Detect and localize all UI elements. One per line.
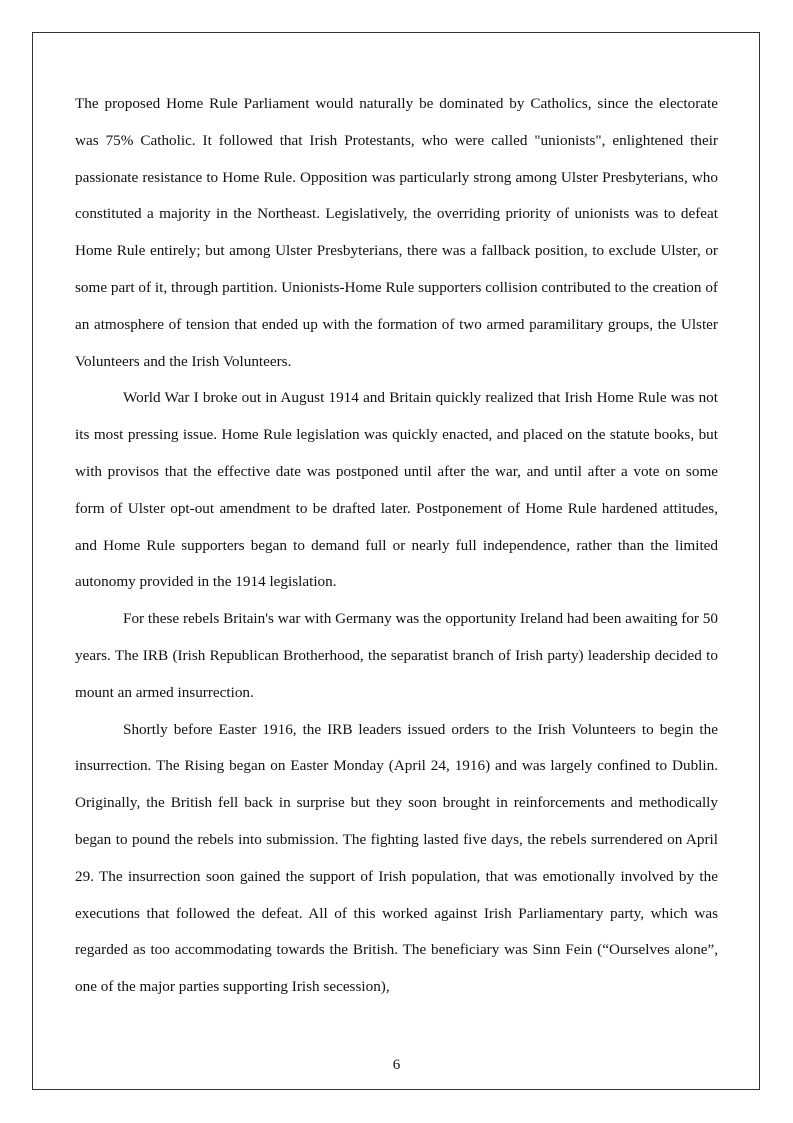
page-number: 6	[392, 1057, 401, 1073]
document-body	[75, 86, 718, 1006]
paragraph-easter-rising: Shortly before Easter 1916, the IRB leaders issued orders to the Irish Volunteers to begin the insurrection. The Rising began on Easter Monday (April 24, 1916) and was largely confined to Dublin. Originally, the British fell back in surprise but they soon brought in reinforcements and methodically began to pound the rebels into submission. The fighting lasted five days, the rebels surrendered on April 29. The insurrection soon gained the support of Irish population, that was emotionally involved by the executions that followed the defeat. All of this worked against Irish Parliamentary party, which was regarded as too accommodating towards the British. The beneficiary was Sinn Fein (“Ourselves alone”, one of the major parties supporting Irish secession),	[75, 720, 718, 996]
paragraph-rebels-opportunity: For these rebels Britain's war with Germany was the opportunity Ireland had been awaiting for 50 years. The IRB (Irish Republican Brotherhood, the separatist branch of Irish party) leadership decided to mount an armed insurrection.	[75, 610, 718, 701]
paragraph-world-war-i: World War I broke out in August 1914 and Britain quickly realized that Irish Home Rule was not its most pressing issue. Home Rule legislation was quickly enacted, and placed on the statute books, but with provisos that the effective date was postponed until after the war, and until after a vote on some form of Ulster opt-out amendment to be drafted later. Postponement of Home Rule hardened attitudes, and Home Rule supporters began to demand full or nearly full independence, rather than the limited autonomy provided in the 1914 legislation.	[75, 389, 718, 591]
paragraph-home-rule-parliament: The proposed Home Rule Parliament would naturally be dominated by Catholics, since the electorate was 75% Catholic. It followed that Irish Protestants, who were called "unionists", enlightened their passionate resistance to Home Rule. Opposition was particularly strong among Ulster Presbyterians, who constituted a majority in the Northeast. Legislatively, the overriding priority of unionists was to defeat Home Rule entirely; but among Ulster Presbyterians, there was a fallback position, to exclude Ulster, or some part of it, through partition. Unionists-Home Rule supporters collision contributed to the creation of an atmosphere of tension that ended up with the formation of two armed paramilitary groups, the Ulster Volunteers and the Irish Volunteers.	[75, 95, 718, 370]
